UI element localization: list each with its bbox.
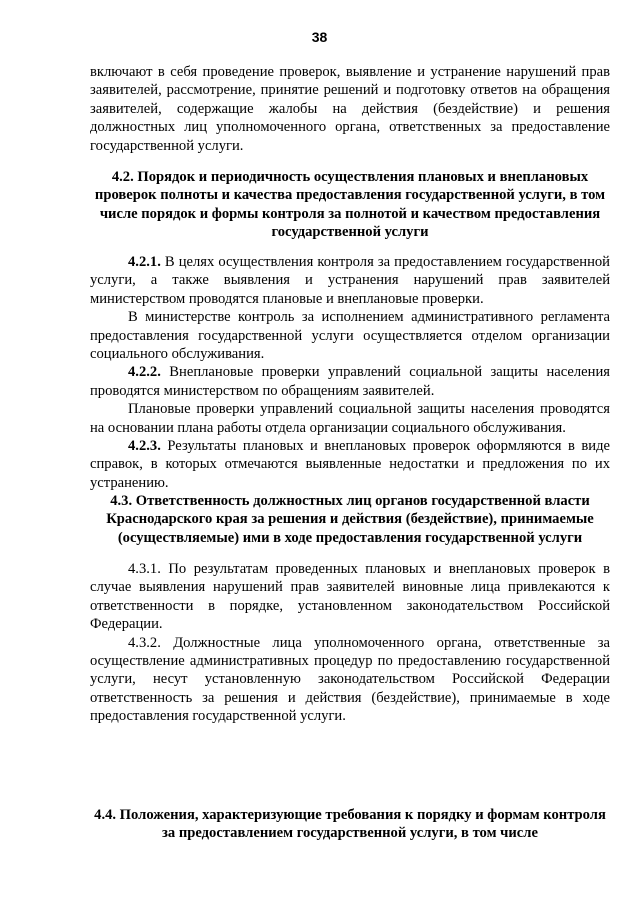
page-number: 38 [311, 29, 328, 45]
paragraph-4-2-2-continued: Плановые проверки управлений социальной защиты населения проводятся на основании плана работы отдела организации социального обслуживания. [90, 401, 610, 436]
clause-number: 4.2.3. [128, 438, 161, 455]
paragraph-4-3-2: 4.3.2. Должностные лица уполномоченного органа, ответственные за осуществление административных процедур по предоставлению государственной услуги, несут установленную законодательством Российской Федерации ответственность за решения и действия (бездействие), принимаемые в ходе предоставления государственной услуги. [90, 634, 610, 725]
clause-text: В целях осуществления контроля за предоставлением государственной услуги, а также выявления и устранения нарушений прав заявителей министерством проводятся плановые и внеплановые проверки. [90, 254, 610, 307]
section-4-3-heading: 4.3. Ответственность должностных лиц органов государственной власти Краснодарского края за решения и действия (бездействие), принимаемые (осуществляемые) ими в ходе предоставления государственной услуги [106, 493, 594, 546]
clause-text: Результаты плановых и внеплановых проверок оформляются в виде справок, в которых отмечаются выявленные недостатки и предложения по их устранению. [90, 438, 610, 491]
clause-text: Внеплановые проверки управлений социальной защиты населения проводятся министерством по обращениям заявителей. [90, 364, 610, 399]
paragraph-4-2-1 [90, 253, 610, 308]
paragraph-4-2-3 [90, 437, 610, 492]
clause-number: 4.2.2. [128, 364, 161, 381]
clause-number: 4.2.1. [128, 254, 161, 270]
section-4-2-heading-block [90, 168, 610, 242]
paragraph-4-2-1-continued: В министерстве контроль за исполнением административного регламента предоставления государственной услуги осуществляется отделом организации социального обслуживания. [90, 309, 610, 363]
paragraph-4-3-1: 4.3.1. По результатам проведенных плановых и внеплановых проверок в случае выявления нарушений прав заявителей виновные лица привлекаются к ответственности в порядке, установленном законодательством Российской Федерации. [90, 561, 610, 633]
section-4-4-heading-block [90, 806, 610, 843]
section-4-4-heading: 4.4. Положения, характеризующие требования к порядку и формам контроля за предоставлением государственной услуги, в том числе [94, 807, 606, 842]
section-4-2-body [90, 253, 610, 492]
section-4-2-heading: 4.2. Порядок и периодичность осуществления плановых и внеплановых проверок полноты и качества предоставления государственной услуги, в том числе порядок и формы контроля за полнотой и качеством предоставления государственной услуги [94, 169, 606, 241]
section-4-3-body [90, 560, 610, 726]
intro-paragraph-block [90, 63, 610, 155]
section-4-3-heading-block [90, 492, 610, 547]
paragraph-4-2-2 [90, 363, 610, 400]
intro-paragraph: включают в себя проведение проверок, выявление и устранение нарушений прав заявителей, рассмотрение, принятие решений и подготовку ответов на обращения заявителей, содержащие жалобы на действия (бездействие) и решения должностных лиц уполномоченного органа, ответственных за предоставление государственной услуги. [90, 64, 610, 154]
